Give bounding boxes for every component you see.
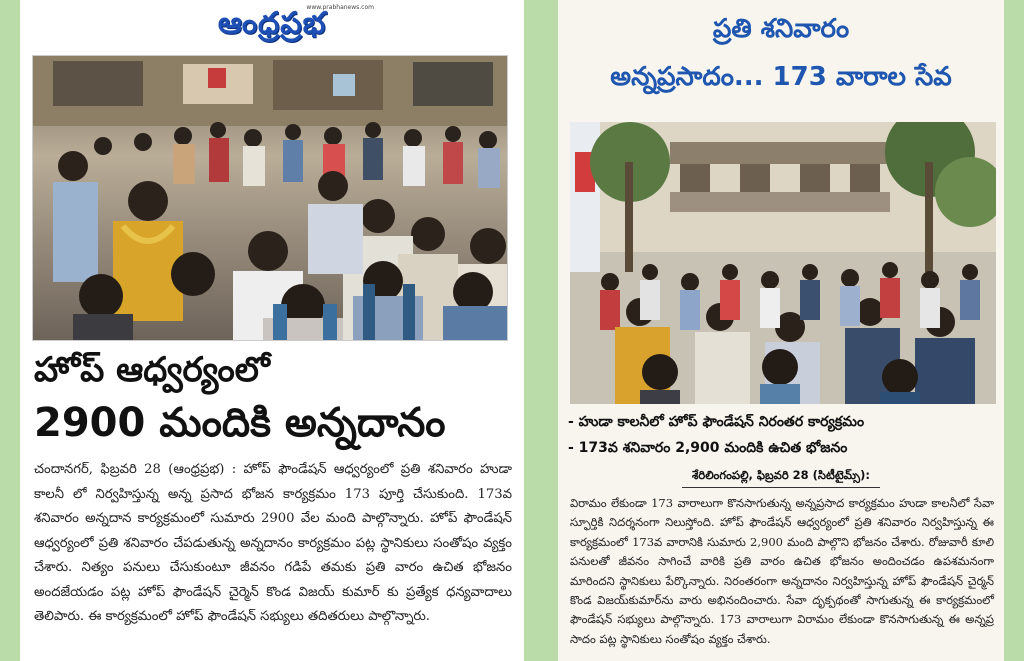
page-border-right [1004, 0, 1024, 661]
headline-main: 2900 మందికి అన్నదానం [34, 400, 446, 446]
page-border-left [0, 0, 20, 661]
masthead-website: www.prabhanews.com [306, 4, 374, 11]
masthead-logo: ఆంధ్రప్రభ [217, 6, 327, 41]
left-news-clipping [20, 0, 524, 661]
headline-subtitle: హోప్ ఆధ్వర్యంలో [34, 350, 270, 390]
right-title-line2: అన్నప్రసాదం... 173 వారాల సేవ [610, 62, 952, 92]
dateline-underline [682, 487, 880, 488]
article-body-left: చందానగర్, ఫిబ్రవరి 28 (ఆంధ్రప్రభ) : హోప్ ఫౌండేషన్ ఆధ్వర్యంలో ప్రతి శనివారం హుడా కాలనీ లో నిర్వహిస్తున్న అన్న ప్రసాద భోజన కార్యక్రమం 173 పూర్తి చేసుకుంది. 173వ శనివారం అన్నదాన కార్యక్రమంలో సుమారు 2900 వేల మంది పాల్గొన్నారు. హోప్ ఫౌండేషన్ ఆధ్వర్యంలో ప్రతి శనివారం చేపడుతున్న అన్నదానం కార్యక్రమం పట్ల స్థానికులు సంతోషం వ్యక్తం చేశారు. నిత్యం పనులు చేసుకుంటూ జీవనం గడిపే తమకు ప్రతి వారం ఉచిత భోజనం అందజేయడం పట్ల హోప్ ఫౌండేషన్ చైర్మెన్ కొండ విజయ్ కుమార్ కు ప్రత్యేక ధన్యవాదాలు తెలిపారు. ఈ కార్యక్రమంలో హోప్ ఫౌండేషన్ సభ్యులు తదితరులు పాల్గొన్నారు. [34, 462, 512, 624]
subhead-1: - హుడా కాలనీలో హోప్ ఫౌండేషన్ నిరంతర కార్యక్రమం [568, 414, 865, 430]
article-body-right: విరామం లేకుండా 173 వారాలుగా కొనసాగుతున్న అన్నప్రసాద కార్యక్రమం హుడా కాలనీలో సేవా స్ఫూర్తికి నిదర్శనంగా నిలుస్తోంది. హోప్ ఫౌండేషన్ ఆధ్వర్యంలో ప్రతి శనివారం నిర్వహిస్తున్న ఈ కార్యక్రమంలో 173వ వారానికి సుమారు 2,900 మంది పాల్గొని భోజనం చేశారు. రోజువారీ కూలి పనులతో జీవనం సాగించే వారికి ప్రతి వారం ఉచిత భోజనం అందించడం ఉపశమనంగా మారిందని స్థానికులు పేర్కొన్నారు. నిరంతరంగా అన్నదానం నిర్వహిస్తున్న హోప్ ఫౌండేషన్ చైర్మన్ కొండ విజయ్‌కుమార్‌ను వారు అభినందించారు. సేవా దృక్పథంతో సాగుతున్న ఈ కార్యక్రమంలో ఫౌండేషన్ సభ్యులు పాల్గొన్నారు. 173 వారాలుగా విరామం లేకుండా కొనసాగుతున్న ఈ అన్నప్ర సాదం పట్ల స్థానికులు సంతోషం వ్యక్తం చేశారు. [570, 496, 994, 646]
dateline: శేరిలింగంపల్లి, ఫిబ్రవరి 28 (సిటీటైమ్స్): [692, 468, 870, 482]
page-border-middle [524, 0, 558, 661]
newspaper-masthead [20, 0, 524, 52]
right-news-clipping [558, 0, 1004, 661]
crowd-photo-left [32, 55, 508, 341]
crowd-photo-right [570, 122, 996, 404]
subhead-2: - 173వ శనివారం 2,900 మందికి ఉచిత భోజనం [568, 440, 848, 456]
right-title-line1: ప్రతి శనివారం [712, 14, 850, 44]
